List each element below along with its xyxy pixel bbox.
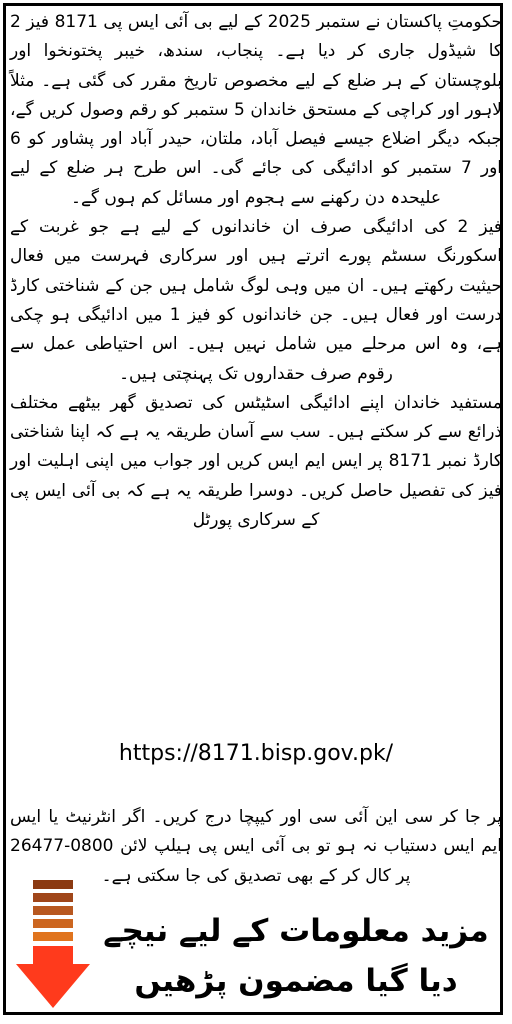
article-body-top (10, 8, 502, 535)
paragraph-schedule: حکومتِ پاکستان نے ستمبر 2025 کے لیے بی آئی ایس پی 8171 فیز 2 کا شیڈول جاری کر دیا ہے۔ پنجاب، سندھ، خیبر پختونخوا اور بلوچستان کے ہر ضلع کے لیے مخصوص تاریخ مقرر کی گئی ہے۔ مثلاً لاہور اور کراچی کے مستحق خاندان 5 ستمبر کو رقم وصول کریں گے، جبکہ دیگر اضلاع جیسے فیصل آباد، ملتان، حیدر آباد اور پشاور کو 6 اور 7 ستمبر کو ادائیگی کی جائے گی۔ اس طرح ہر ضلع کے لیے علیحدہ دن رکھنے سے ہجوم اور مسائل کم ہوں گے۔ (10, 12, 503, 208)
read-more-banner (90, 906, 502, 1006)
paragraph-helpline: پر جا کر سی این آئی سی اور کیپچا درج کریں۔ اگر انٹرنیٹ یا ایس ایم ایس دستیاب نہ ہو تو بی آئی ایس پی ہیلپ لائن 0800-26477 پر کال کر کے بھی تصدیق کی جا سکتی ہے۔ (10, 807, 502, 886)
read-more-line-2: دیا گیا مضمون پڑھیں (134, 963, 458, 999)
paragraph-verification: مستفید خاندان اپنے ادائیگی اسٹیٹس کی تصدیق گھر بیٹھے مختلف ذرائع سے کر سکتے ہیں۔ سب سے آسان طریقہ یہ ہے کہ اپنا شناختی کارڈ نمبر 8171 پر ایس ایم ایس کریں اور جواب میں اپنی اہلیت اور فیز کی تفصیل حاصل کریں۔ دوسرا طریقہ یہ ہے کہ بی آئی ایس پی کے سرکاری پورٹل (10, 392, 502, 531)
read-more-line-1: مزید معلومات کے لیے نیچے (103, 913, 489, 949)
portal-url[interactable]: https://8171.bisp.gov.pk/ (118, 741, 394, 766)
paragraph-eligibility: فیز 2 کی ادائیگی صرف ان خاندانوں کے لیے ہے جو غربت کے اسکورنگ سسٹم پورے اترتے ہیں اور سرکاری فہرست میں فعال حیثیت رکھتے ہیں۔ ان میں وہی لوگ شامل ہیں جن کے شناختی کارڈ درست اور فعال ہیں۔ جن خاندانوں کو فیز 1 میں ادائیگی ہو چکی ہے، وہ اس مرحلے میں شامل نہیں ہیں۔ اس احتیاطی عمل سے رقوم صرف حقداروں تک پہنچتی ہیں۔ (10, 217, 502, 384)
down-arrow-icon (16, 880, 90, 1010)
